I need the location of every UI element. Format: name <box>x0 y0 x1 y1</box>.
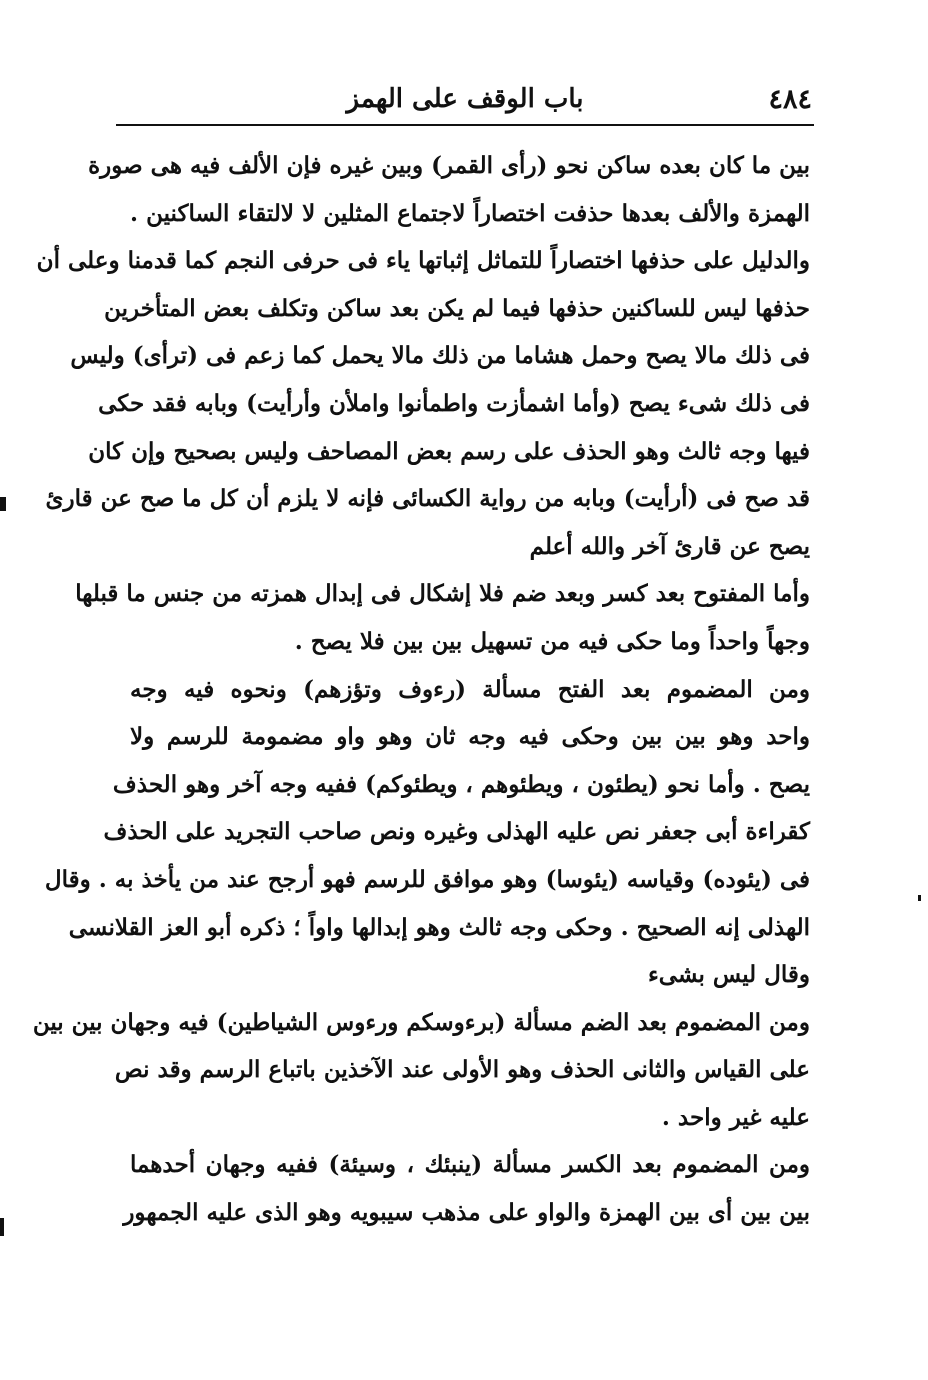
scan-mark <box>0 497 6 511</box>
paragraph-2 <box>75 570 810 665</box>
paragraph-4 <box>32 999 810 1142</box>
paragraph-1 <box>36 142 810 570</box>
text-line: وجهاً واحداً وما حكى فيه من تسهيل بين بين فلا يصح . <box>294 627 810 655</box>
text-line: الهذلى إنه الصحيح . وحكى وجه ثالث وهو إبدالها واواً ؛ ذكره أبو العز القلانسى <box>68 913 810 941</box>
text-line: بين ما كان بعده ساكن نحو (رأى القمر) وبين غيره فإن الألف فيه هى صورة <box>88 152 810 179</box>
text-line: واحد وهو بين بين وحكى فيه وجه ثان وهو واو مضمومة للرسم ولا <box>130 723 810 751</box>
text-line: حذفها ليس للساكنين حذفها فيما لم يكن بعد ساكن وتكلف بعض المتأخرين <box>104 294 810 322</box>
text-line: عليه غير واحد . <box>661 1103 810 1131</box>
text-line: ومن المضموم بعد الكسر مسألة (ينبئك ، وسيئة) ففيه وجهان أحدهما <box>130 1151 810 1179</box>
text-line: ومن المضموم بعد الفتح مسألة (رءوف وتؤزهم) ونحوه فيه وجه <box>130 675 810 703</box>
text-line: والدليل على حذفها اختصاراً للتماثل إثباتها ياء فى حرفى النجم كما قدمنا وعلى أن <box>36 247 810 275</box>
text-line: فى ذلك شىء يصح (وأما اشمأزت واطمأنوا واملأن وأرأيت) وبابه فقد حكى <box>98 389 810 417</box>
text-line: فى ذلك مالا يصح وحمل هشاما من ذلك مالا يحمل كما زعم فى (ترأى) وليس <box>70 342 810 370</box>
text-line: قد صح فى (أرأيت) وبابه من رواية الكسائى فإنه لا يلزم أن كل ما صح عن قارئ <box>45 485 810 513</box>
text-line: يصح عن قارئ آخر والله أعلم <box>529 532 810 560</box>
text-line: على القياس والثانى الحذف وهو الأولى عند الآخذين باتباع الرسم وقد نص <box>114 1056 810 1084</box>
text-line: الهمزة والألف بعدها حذفت اختصاراً لاجتماع المثلين لا لالتقاء الساكنين . <box>130 199 810 227</box>
text-line: كقراءة أبى جعفر نص عليه الهذلى وغيره ونص صاحب التجريد على الحذف <box>103 818 810 846</box>
paragraph-5 <box>123 1141 810 1236</box>
header-rule <box>116 124 814 126</box>
scan-mark <box>918 895 921 901</box>
text-line: ومن المضموم بعد الضم مسألة (برءوسكم ورءوس الشياطين) فيه وجهان بين بين <box>32 1008 810 1036</box>
text-line: يصح . وأما نحو (يطئون ، ويطئوهم ، ويطئوكم) ففيه وجه آخر وهو الحذف <box>112 770 810 798</box>
scan-mark <box>0 1218 4 1236</box>
text-line: فيها وجه ثالث وهو الحذف على رسم بعض المصاحف وليس بصحيح وإن كان <box>88 437 810 465</box>
chapter-title: باب الوقف على الهمز <box>346 84 584 114</box>
text-line: وأما المفتوح بعد كسر وبعد ضم فلا إشكال فى إبدال همزته من جنس ما قبلها <box>75 580 810 608</box>
body-text <box>32 142 810 1237</box>
page-number: ٤٨٤ <box>768 84 812 115</box>
text-line: بين بين أى بين الهمزة والواو على مذهب سيبويه وهو الذى عليه الجمهور <box>123 1199 810 1227</box>
text-line: وقال ليس بشىء <box>647 961 810 989</box>
running-head <box>118 80 812 124</box>
paragraph-3 <box>44 666 810 999</box>
text-line: فى (يئوده) وقياسه (يئوسا) وهو موافق للرسم فهو أرجح عند من يأخذ به . وقال <box>44 865 810 893</box>
